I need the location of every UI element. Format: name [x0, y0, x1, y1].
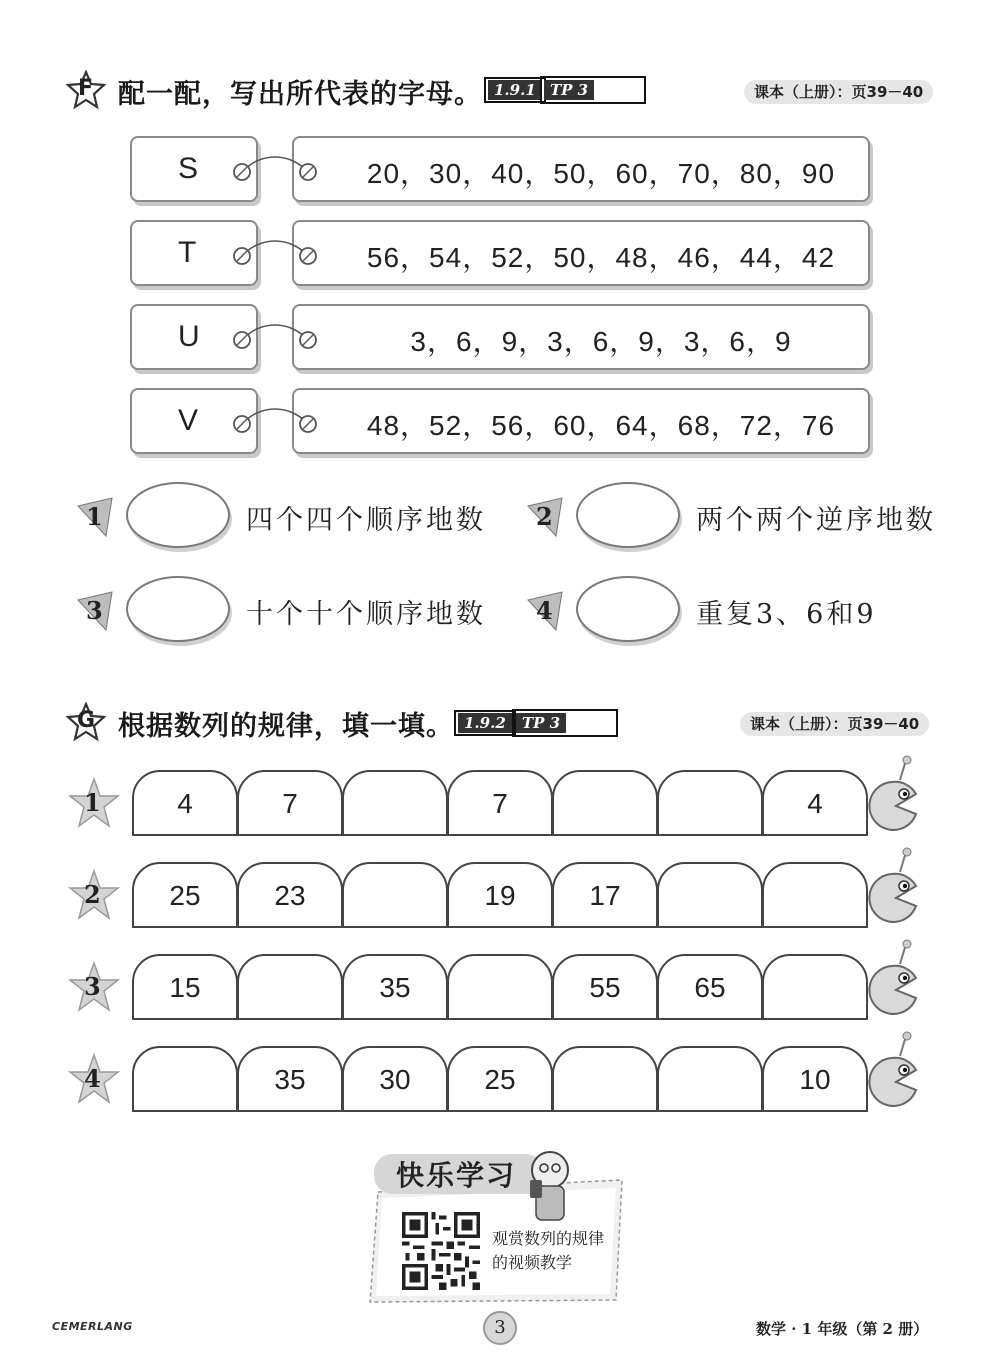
match-sequence: 56，54，52，50，48，46，44，42 — [366, 242, 836, 273]
match-connector-icon — [230, 150, 320, 190]
blank-cell[interactable] — [237, 954, 343, 1020]
question-description: 重复3、6和9 — [696, 599, 877, 630]
number-cell — [237, 1046, 343, 1112]
match-letter: U — [178, 320, 200, 353]
section-g-letter: G — [77, 708, 96, 733]
cell-value: 7 — [492, 788, 508, 819]
row-number: 3 — [84, 972, 101, 1001]
section-f-title: 配一配，写出所代表的字母。 — [118, 79, 482, 110]
cell-value: 4 — [807, 788, 823, 819]
match-connector-icon — [230, 402, 320, 442]
section-g-tp-tag: TP 3 — [512, 709, 618, 737]
train-head-icon — [862, 938, 922, 1018]
question-description: 四个四个顺序地数 — [246, 505, 486, 536]
match-sequence-box — [292, 388, 870, 454]
cell-value: 19 — [484, 880, 516, 911]
match-sequence-box — [292, 304, 870, 370]
number-cell — [447, 862, 553, 928]
answer-oval[interactable] — [126, 482, 230, 548]
question-number: 1 — [86, 502, 103, 531]
banner-title: 快乐学习 — [396, 1159, 517, 1192]
row-number: 1 — [84, 788, 101, 817]
cell-value: 35 — [379, 972, 411, 1003]
number-cell — [762, 770, 868, 836]
cell-value: 65 — [694, 972, 726, 1003]
match-connector-icon — [230, 318, 320, 358]
blank-cell[interactable] — [552, 1046, 658, 1112]
number-cell — [447, 1046, 553, 1112]
section-f-tp-tag: TP 3 — [540, 76, 646, 104]
blank-cell[interactable] — [762, 862, 868, 928]
cell-value: 23 — [274, 880, 306, 911]
cell-value: 4 — [177, 788, 193, 819]
section-g-title: 根据数列的规律，填一填。 — [118, 711, 454, 742]
banner-text-line-1: 观赏数列的规律 — [492, 1229, 605, 1248]
blank-cell[interactable] — [342, 862, 448, 928]
number-cell — [447, 770, 553, 836]
subject-grade-label: 数学 · 1 年级（第 2 册） — [756, 1320, 929, 1338]
number-cell — [342, 954, 448, 1020]
answer-oval[interactable] — [576, 482, 680, 548]
number-cell — [132, 770, 238, 836]
qr-code-icon[interactable] — [402, 1212, 480, 1290]
cell-value: 55 — [589, 972, 621, 1003]
match-sequence-box — [292, 136, 870, 202]
match-sequence: 48，52，56，60，64，68，72，76 — [366, 410, 836, 441]
train-head-icon — [862, 754, 922, 834]
row-number: 2 — [84, 880, 101, 909]
section-f-code-tag: 1.9.1 — [484, 77, 546, 103]
section-f-letter: F — [78, 76, 94, 101]
cell-value: 35 — [274, 1064, 306, 1095]
question-number: 4 — [536, 596, 553, 625]
blank-cell[interactable] — [342, 770, 448, 836]
match-letter: T — [178, 236, 197, 269]
train-head-icon — [862, 1030, 922, 1110]
blank-cell[interactable] — [132, 1046, 238, 1112]
train-head-icon — [862, 846, 922, 926]
match-connector-icon — [230, 234, 320, 274]
number-cell — [342, 1046, 448, 1112]
row-number: 4 — [84, 1064, 101, 1093]
number-cell — [762, 1046, 868, 1112]
cell-value: 17 — [589, 880, 621, 911]
question-number: 2 — [536, 502, 553, 531]
match-letter: S — [178, 152, 199, 185]
section-g-code-tag: 1.9.2 — [454, 710, 516, 736]
blank-cell[interactable] — [657, 1046, 763, 1112]
number-cell — [237, 862, 343, 928]
blank-cell[interactable] — [657, 862, 763, 928]
cell-value: 25 — [169, 880, 201, 911]
banner-text-line-2: 的视频教学 — [492, 1253, 573, 1272]
cell-value: 15 — [169, 972, 201, 1003]
answer-oval[interactable] — [126, 576, 230, 642]
blank-cell[interactable] — [657, 770, 763, 836]
cell-value: 30 — [379, 1064, 411, 1095]
cell-value: 10 — [799, 1064, 831, 1095]
cell-value: 25 — [484, 1064, 516, 1095]
number-cell — [132, 954, 238, 1020]
blank-cell[interactable] — [552, 770, 658, 836]
blank-cell[interactable] — [762, 954, 868, 1020]
match-sequence-box — [292, 220, 870, 286]
section-g-textbook-ref: 课本（上册）：页39－40 — [740, 712, 929, 736]
question-description: 两个两个逆序地数 — [696, 505, 936, 536]
question-number: 3 — [86, 596, 103, 625]
page-number: 3 — [483, 1311, 517, 1345]
question-description: 十个十个顺序地数 — [246, 599, 486, 630]
publisher-logo: CEMERLANG — [52, 1320, 133, 1333]
match-sequence: 3，6，9，3，6，9，3，6，9 — [410, 326, 792, 357]
blank-cell[interactable] — [447, 954, 553, 1020]
match-letter: V — [178, 404, 199, 437]
number-cell — [132, 862, 238, 928]
match-sequence: 20，30，40，50，60，70，80，90 — [366, 158, 836, 189]
cell-value: 7 — [282, 788, 298, 819]
number-cell — [237, 770, 343, 836]
number-cell — [552, 954, 658, 1020]
number-cell — [657, 954, 763, 1020]
section-f-textbook-ref: 课本（上册）：页39－40 — [744, 80, 933, 104]
answer-oval[interactable] — [576, 576, 680, 642]
number-cell — [552, 862, 658, 928]
